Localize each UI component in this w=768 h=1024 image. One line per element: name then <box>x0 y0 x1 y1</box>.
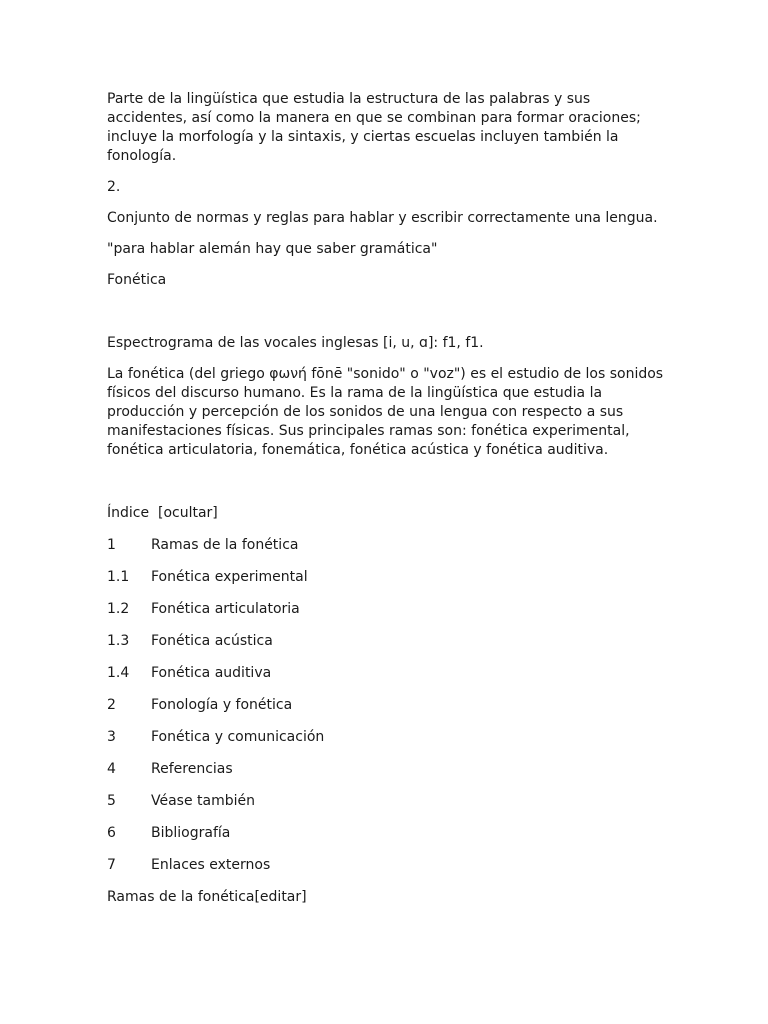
toc-item[interactable] <box>107 664 667 683</box>
toc-item[interactable] <box>107 632 667 651</box>
toc-item-label[interactable]: Ramas de la fonética <box>151 537 299 553</box>
toc-toggle-link[interactable]: [ocultar] <box>158 505 218 521</box>
toc-item[interactable] <box>107 760 667 779</box>
toc-item-label[interactable]: Fonética acústica <box>151 633 273 649</box>
toc-item[interactable] <box>107 856 667 875</box>
toc-item-number: 7 <box>107 857 116 873</box>
toc-item-number: 1.2 <box>107 601 130 617</box>
toc-item-number: 6 <box>107 825 116 841</box>
toc-item-number: 1 <box>107 537 116 553</box>
toc-heading <box>107 504 667 523</box>
toc-item-label[interactable]: Fonética auditiva <box>151 665 272 681</box>
toc-item-number: 1.1 <box>107 569 130 585</box>
toc-item-number: 1.3 <box>107 633 130 649</box>
toc-item-label[interactable]: Véase también <box>151 793 256 809</box>
toc-item[interactable] <box>107 792 667 811</box>
toc-item-number: 4 <box>107 761 116 777</box>
section-heading <box>107 888 667 907</box>
document-page <box>107 90 667 920</box>
toc-item-label[interactable]: Bibliografía <box>151 825 231 841</box>
toc-item-number: 5 <box>107 793 116 809</box>
definition-number: 2. <box>107 179 121 195</box>
toc-item[interactable] <box>107 536 667 555</box>
toc-item-label[interactable]: Fonética experimental <box>151 569 308 585</box>
toc-list <box>107 536 667 875</box>
intro-paragraph: La fonética (del griego φωνή fōnē "sonido" o "voz") es el estudio de los sonidos físicos del discurso humano. Es la rama de la lingüística que estudia la producción y percepción de los sonidos de una lengua con respecto a sus manifestaciones físicas. Sus principales ramas son: fonética experimental, fonética articulatoria, fonemática, fonética acústica y fonética auditiva. <box>107 366 664 458</box>
toc-item-label[interactable]: Fonética articulatoria <box>151 601 300 617</box>
toc-item-label[interactable]: Referencias <box>151 761 233 777</box>
toc-item-label[interactable]: Fonología y fonética <box>151 697 293 713</box>
toc-item[interactable] <box>107 600 667 619</box>
toc-item[interactable] <box>107 728 667 747</box>
definition-paragraph-2: Conjunto de normas y reglas para hablar y escribir correctamente una lengua. <box>107 210 658 226</box>
toc-item[interactable] <box>107 568 667 587</box>
toc-item-number: 3 <box>107 729 116 745</box>
section-edit-link[interactable]: [editar] <box>254 889 307 905</box>
definition-paragraph: Parte de la lingüística que estudia la estructura de las palabras y sus accidentes, así como la manera en que se combinan para formar oraciones; incluye la morfología y la sintaxis, y ciertas escuelas incluyen también la fonología. <box>107 91 641 164</box>
image-caption: Espectrograma de las vocales inglesas [i, u, ɑ]: f1, f1. <box>107 335 484 351</box>
toc-title: Índice <box>107 505 150 521</box>
toc-item-number: 2 <box>107 697 116 713</box>
toc-item-label[interactable]: Fonética y comunicación <box>151 729 325 745</box>
example-quote: "para hablar alemán hay que saber gramática" <box>107 241 438 257</box>
toc-item-label[interactable]: Enlaces externos <box>151 857 271 873</box>
toc-item-number: 1.4 <box>107 665 130 681</box>
section-title: Ramas de la fonética <box>107 889 255 905</box>
toc-item[interactable] <box>107 824 667 843</box>
toc-item[interactable] <box>107 696 667 715</box>
article-title: Fonética <box>107 272 167 288</box>
